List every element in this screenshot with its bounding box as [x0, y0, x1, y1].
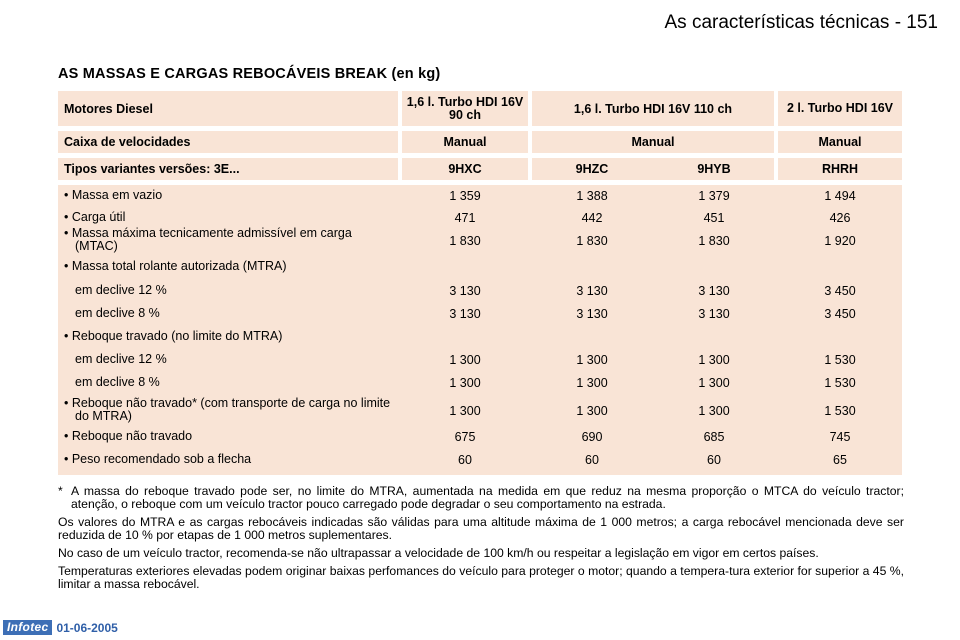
row-value: 451: [703, 211, 725, 225]
row-value: 1 300: [449, 376, 481, 390]
row-value: 3 450: [824, 307, 856, 321]
engine-header-1: 1,6 l. Turbo HDI 16V 90 ch: [406, 94, 524, 122]
note-paragraph: No caso de um veículo tractor, recomenda-se não ultrapassar a velocidade de 100 km/h ou respeitar a legislação em vigor em certos países.: [58, 546, 819, 560]
row-value: 1 300: [698, 376, 730, 390]
gearbox-value-1: Manual: [443, 135, 487, 149]
type-code-2: 9HZC: [575, 162, 609, 176]
row-value: 1 530: [824, 376, 856, 390]
row-value: 1 300: [449, 404, 481, 418]
gearbox-row-label: Caixa de velocidades: [64, 135, 191, 149]
row-label: em declive 8 %: [75, 375, 160, 389]
row-value: 1 300: [576, 376, 608, 390]
note-paragraph: Temperaturas exteriores elevadas podem originar baixas perfomances do veículo para proteger o motor; quando a tempera-tura exterior for superior a 45 %, limitar a massa rebocável.: [58, 564, 904, 591]
row-value: 1 388: [576, 189, 608, 203]
row-value: 3 130: [698, 307, 730, 321]
row-value: 1 300: [576, 353, 608, 367]
type-code-3: 9HYB: [697, 162, 731, 176]
page-header: As características técnicas - 151: [664, 12, 938, 33]
row-value: 1 379: [698, 189, 730, 203]
row-value: 1 530: [824, 353, 856, 367]
gearbox-row: [58, 131, 902, 153]
row-label: • Massa em vazio: [64, 188, 163, 202]
row-value: 3 130: [698, 284, 730, 298]
row-value: 65: [833, 453, 847, 467]
row-value: 1 920: [824, 234, 856, 248]
row-label: • Massa total rolante autorizada (MTRA): [64, 259, 287, 273]
row-value: 3 130: [449, 307, 481, 321]
row-label: em declive 12 %: [75, 283, 167, 297]
row-label: • Reboque travado (no limite do MTRA): [64, 329, 283, 343]
row-value: 1 494: [824, 189, 856, 203]
row-value: 3 130: [576, 284, 608, 298]
row-value: 1 300: [449, 353, 481, 367]
row-label: em declive 12 %: [75, 352, 167, 366]
footer: [3, 620, 118, 635]
row-value: 60: [458, 453, 472, 467]
row-value: 3 130: [449, 284, 481, 298]
gearbox-value-3: Manual: [818, 135, 862, 149]
row-value: 1 300: [576, 404, 608, 418]
row-value: 1 530: [824, 404, 856, 418]
footer-date: 01-06-2005: [56, 620, 118, 635]
infotec-logo: Infotec: [3, 620, 52, 635]
row-label: • Reboque não travado: [64, 429, 193, 443]
footnote: [58, 485, 904, 511]
type-code-1: 9HXC: [448, 162, 482, 176]
engine-row-label: Motores Diesel: [64, 101, 153, 116]
row-value: 1 300: [698, 404, 730, 418]
row-value: 1 830: [698, 234, 730, 248]
section-title: AS MASSAS E CARGAS REBOCÁVEIS BREAK (en kg): [58, 66, 441, 82]
footnote-mark: *: [58, 484, 63, 498]
gearbox-value-2: Manual: [631, 135, 675, 149]
row-value: 1 830: [576, 234, 608, 248]
row-value: 1 830: [449, 234, 481, 248]
row-value: 1 300: [698, 353, 730, 367]
engine-header-2: 1,6 l. Turbo HDI 16V 110 ch: [573, 101, 733, 116]
row-label: em declive 8 %: [75, 306, 160, 320]
row-value: 3 450: [824, 284, 856, 298]
row-value: 426: [829, 211, 851, 225]
row-value: 745: [829, 430, 851, 444]
types-row-label: Tipos variantes versões: 3E...: [64, 162, 240, 176]
row-value: 442: [581, 211, 603, 225]
footnote-text: A massa do reboque travado pode ser, no limite do MTRA, aumentada na medida em que reduz na mesma proporção o MTCA do veículo tractor; atenção, o reboque com um veículo tractor pouco carregado pode degradar o seu comportamento na estrada.: [71, 484, 904, 511]
notes: [58, 485, 904, 596]
row-value: 685: [703, 430, 725, 444]
note-paragraph: Os valores do MTRA e as cargas rebocáveis indicadas são válidas para uma altitude máxima de 1 000 metros; a carga rebocável mencionada deve ser reduzida de 10 % por etapas de 1 000 metros suplementares.: [58, 515, 904, 542]
engine-row: [58, 91, 902, 126]
row-value: 60: [585, 453, 599, 467]
row-value: 1 359: [449, 189, 481, 203]
row-label: • Peso recomendado sob a flecha: [64, 452, 252, 466]
row-label: • Carga útil: [64, 210, 126, 224]
row-value: 675: [454, 430, 476, 444]
row-value: 690: [581, 430, 603, 444]
row-value: 471: [454, 211, 476, 225]
type-code-4: RHRH: [821, 162, 859, 176]
types-row: [58, 158, 902, 180]
row-value: 3 130: [576, 307, 608, 321]
row-label: • Massa máxima tecnicamente admissível em carga (MTAC): [64, 226, 352, 253]
row-value: 60: [707, 453, 721, 467]
row-label: • Reboque não travado* (com transporte de carga no limite do MTRA): [64, 396, 391, 423]
engine-header-3: 2 l. Turbo HDI 16V: [786, 101, 894, 115]
